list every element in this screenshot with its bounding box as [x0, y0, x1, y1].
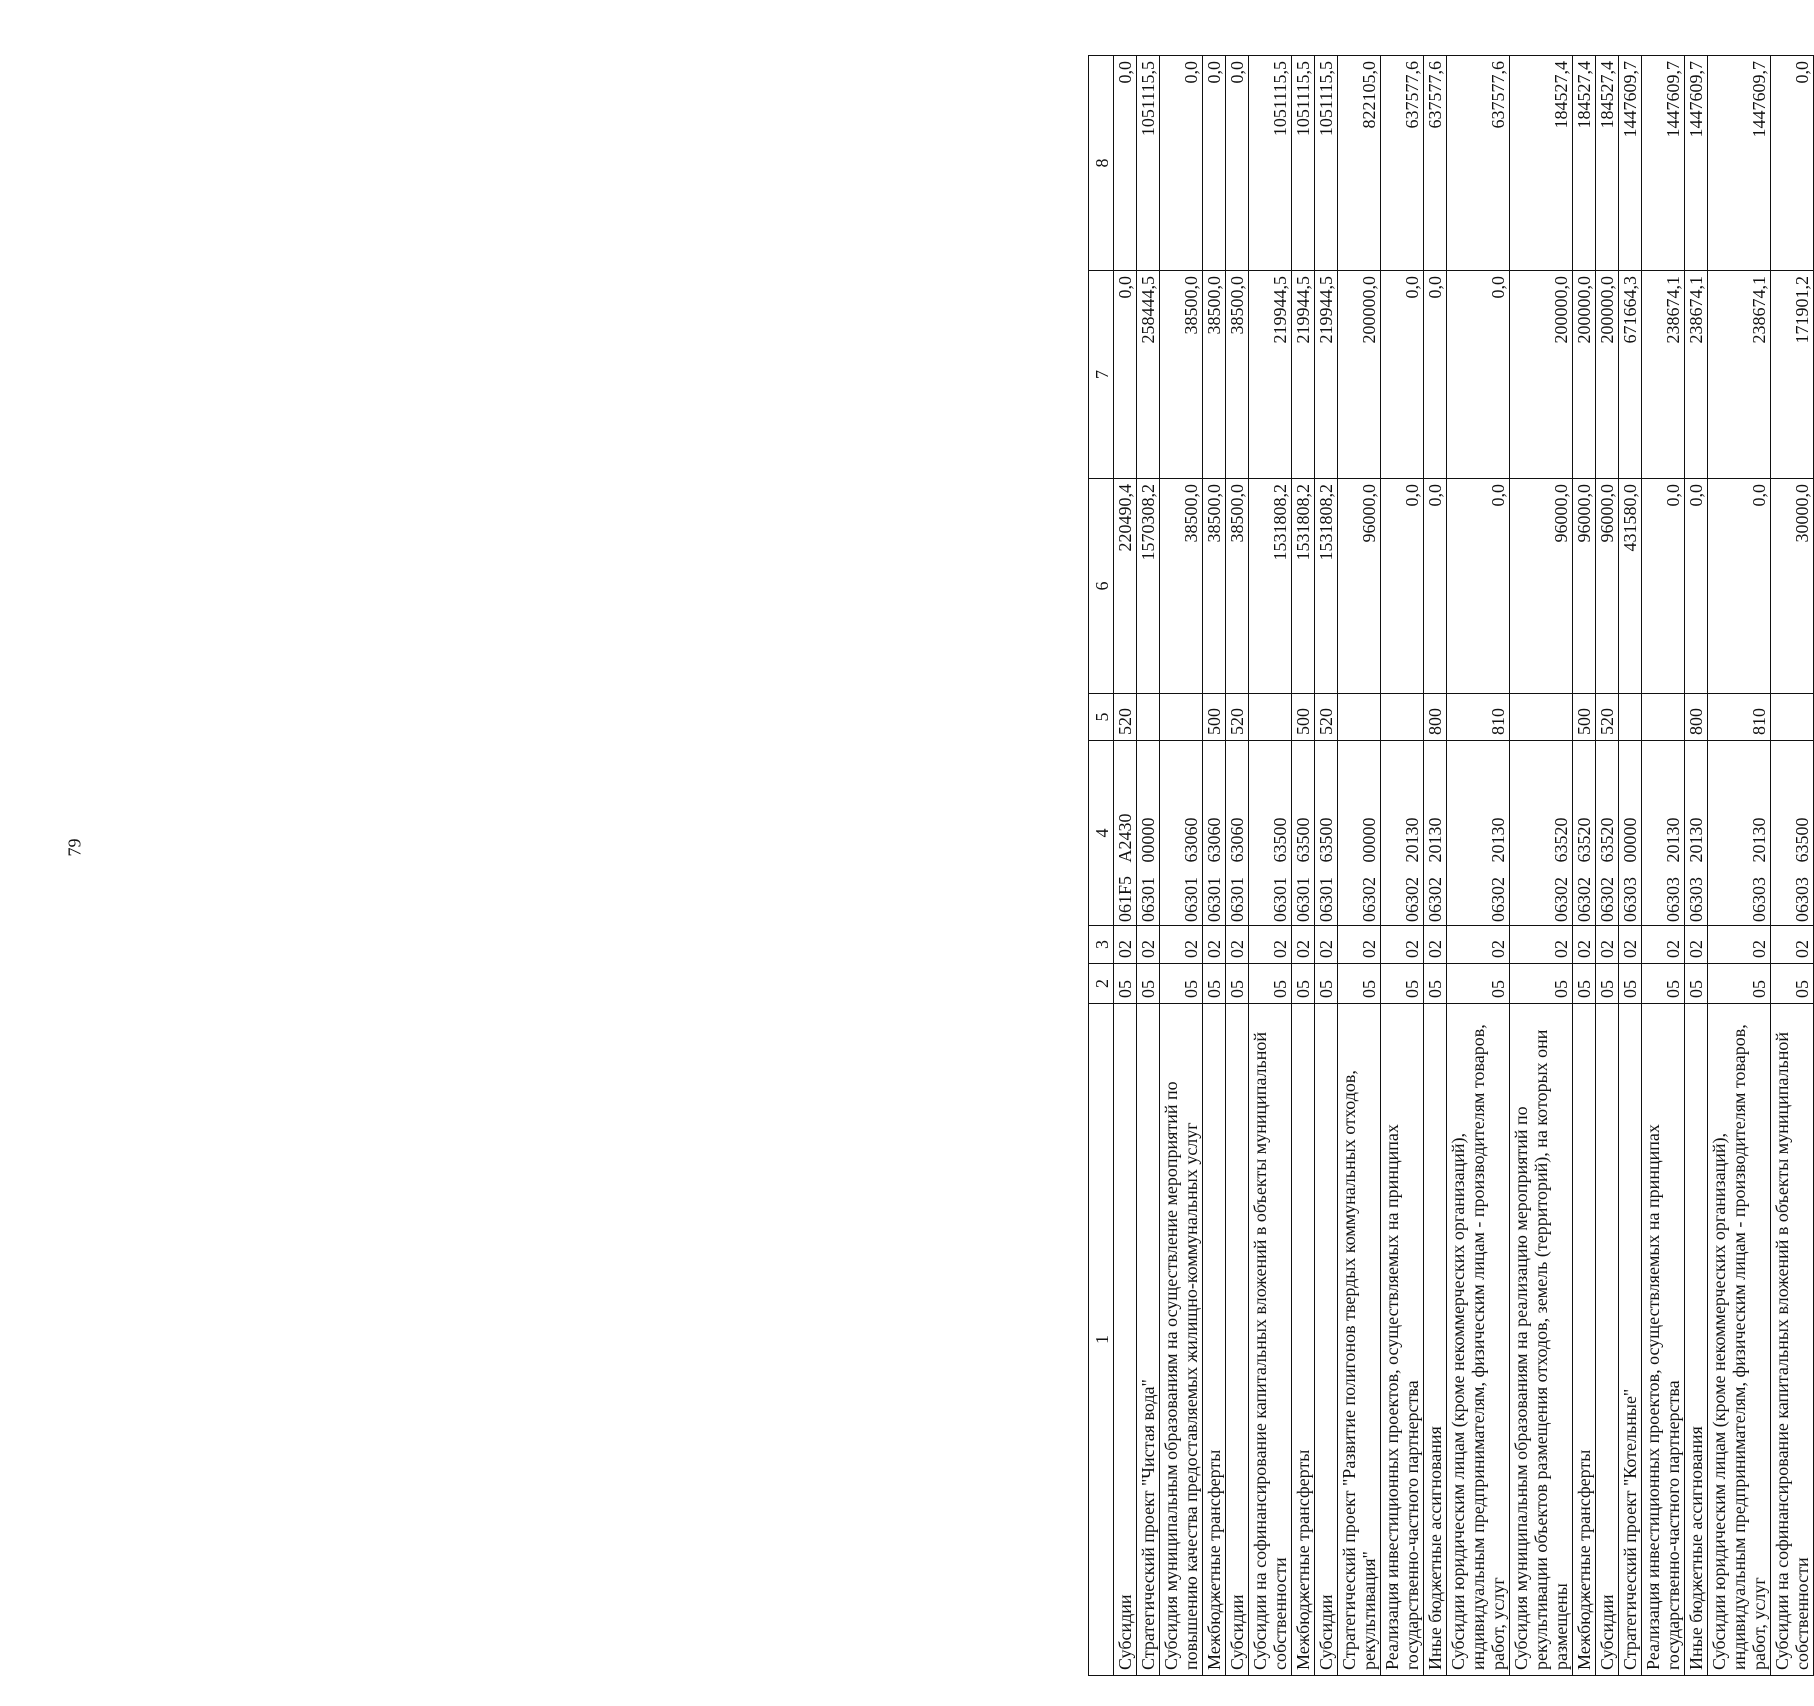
table-row: [1249, 56, 1292, 1676]
expense-type-cell: 520: [1315, 694, 1338, 741]
amount-col6-cell: 38500,0: [1203, 479, 1226, 694]
amount-col6-cell: 1531808,2: [1249, 479, 1292, 694]
expense-type-cell: 800: [1424, 694, 1447, 741]
amount-col6-cell: 0,0: [1685, 479, 1708, 694]
column-header-5: 5: [1089, 694, 1114, 741]
subsection-code-cell: 02: [1137, 926, 1160, 964]
target-article-cell: 06301 63060: [1160, 741, 1203, 926]
expense-type-cell: [1619, 694, 1642, 741]
table-row: [1114, 56, 1137, 1676]
section-code-cell: 05: [1771, 964, 1814, 1004]
amount-col7-cell: 238674,1: [1642, 271, 1685, 479]
table-row: [1226, 56, 1249, 1676]
column-header-8: 8: [1089, 56, 1114, 271]
amount-col7-cell: 0,0: [1381, 271, 1424, 479]
section-code-cell: 05: [1642, 964, 1685, 1004]
table-row: [1685, 56, 1708, 1676]
expense-type-cell: [1642, 694, 1685, 741]
amount-col6-cell: 96000,0: [1338, 479, 1381, 694]
row-name-cell: Субсидии: [1315, 1004, 1338, 1676]
table-row: [1160, 56, 1203, 1676]
target-article-cell: 06303 20130: [1708, 741, 1771, 926]
subsection-code-cell: 02: [1619, 926, 1642, 964]
amount-col6-cell: 0,0: [1642, 479, 1685, 694]
amount-col8-cell: 0,0: [1114, 56, 1137, 271]
target-article-cell: 06301 63500: [1249, 741, 1292, 926]
table-header: [1089, 56, 1114, 1676]
amount-col8-cell: 1051115,5: [1292, 56, 1315, 271]
section-code-cell: 05: [1596, 964, 1619, 1004]
table-row: [1596, 56, 1619, 1676]
amount-col7-cell: 200000,0: [1573, 271, 1596, 479]
expense-type-cell: 500: [1203, 694, 1226, 741]
subsection-code-cell: 02: [1685, 926, 1708, 964]
row-name-cell: Субсидии: [1596, 1004, 1619, 1676]
amount-col8-cell: 0,0: [1203, 56, 1226, 271]
row-name-cell: Субсидии юридическим лицам (кроме некоммерческих организаций), индивидуальным предпринимателям, физическим лицам - производителям товаров, работ, услуг: [1708, 1004, 1771, 1676]
amount-col6-cell: 1531808,2: [1315, 479, 1338, 694]
amount-col7-cell: 200000,0: [1596, 271, 1619, 479]
expense-type-cell: 520: [1114, 694, 1137, 741]
amount-col7-cell: 0,0: [1447, 271, 1510, 479]
expense-type-cell: [1338, 694, 1381, 741]
table-row: [1708, 56, 1771, 1676]
amount-col7-cell: 171901,2: [1771, 271, 1814, 479]
expense-type-cell: 810: [1708, 694, 1771, 741]
amount-col7-cell: 258444,5: [1137, 271, 1160, 479]
subsection-code-cell: 02: [1203, 926, 1226, 964]
amount-col7-cell: 219944,5: [1315, 271, 1338, 479]
target-article-cell: 06302 00000: [1338, 741, 1381, 926]
row-name-cell: Субсидии на софинансирование капитальных вложений в объекты муниципальной собственности: [1771, 1004, 1814, 1676]
amount-col8-cell: 1051115,5: [1315, 56, 1338, 271]
table-row: [1381, 56, 1424, 1676]
table-row: [1292, 56, 1315, 1676]
target-article-cell: 06303 20130: [1642, 741, 1685, 926]
target-article-cell: 06303 20130: [1685, 741, 1708, 926]
amount-col8-cell: 637577,6: [1424, 56, 1447, 271]
expense-type-cell: [1381, 694, 1424, 741]
subsection-code-cell: 02: [1114, 926, 1137, 964]
amount-col6-cell: 0,0: [1381, 479, 1424, 694]
table-row: [1573, 56, 1596, 1676]
section-code-cell: 05: [1619, 964, 1642, 1004]
column-header-1: 1: [1089, 1004, 1114, 1676]
amount-col7-cell: 0,0: [1424, 271, 1447, 479]
amount-col8-cell: 0,0: [1771, 56, 1814, 271]
target-article-cell: 06301 63500: [1292, 741, 1315, 926]
amount-col7-cell: 0,0: [1114, 271, 1137, 479]
amount-col6-cell: 0,0: [1424, 479, 1447, 694]
section-code-cell: 05: [1203, 964, 1226, 1004]
table-row: [1447, 56, 1510, 1676]
subsection-code-cell: 02: [1292, 926, 1315, 964]
target-article-cell: 06302 20130: [1447, 741, 1510, 926]
amount-col6-cell: 96000,0: [1510, 479, 1573, 694]
amount-col8-cell: 637577,6: [1381, 56, 1424, 271]
expense-type-cell: 500: [1573, 694, 1596, 741]
table-row: [1642, 56, 1685, 1676]
row-name-cell: Субсидия муниципальным образованиям на реализацию мероприятий по рекультивации объектов размещения отходов, земель (территорий), на которых они размещены: [1510, 1004, 1573, 1676]
amount-col7-cell: 238674,1: [1708, 271, 1771, 479]
amount-col8-cell: 1447609,7: [1708, 56, 1771, 271]
expense-type-cell: [1771, 694, 1814, 741]
amount-col6-cell: 96000,0: [1596, 479, 1619, 694]
section-code-cell: 05: [1708, 964, 1771, 1004]
row-name-cell: Реализация инвестиционных проектов, осуществляемых на принципах государственно-частного партнерства: [1642, 1004, 1685, 1676]
target-article-cell: 06301 63060: [1203, 741, 1226, 926]
row-name-cell: Межбюджетные трансферты: [1573, 1004, 1596, 1676]
table-body: [1114, 56, 1814, 1676]
amount-col6-cell: 96000,0: [1573, 479, 1596, 694]
section-code-cell: 05: [1249, 964, 1292, 1004]
amount-col7-cell: 200000,0: [1338, 271, 1381, 479]
row-name-cell: Субсидии на софинансирование капитальных вложений в объекты муниципальной собственности: [1249, 1004, 1292, 1676]
target-article-cell: 06303 63500: [1771, 741, 1814, 926]
amount-col6-cell: 1531808,2: [1292, 479, 1315, 694]
row-name-cell: Субсидии: [1114, 1004, 1137, 1676]
table-row: [1315, 56, 1338, 1676]
subsection-code-cell: 02: [1338, 926, 1381, 964]
subsection-code-cell: 02: [1771, 926, 1814, 964]
target-article-cell: 06301 63500: [1315, 741, 1338, 926]
subsection-code-cell: 02: [1642, 926, 1685, 964]
amount-col8-cell: 1051115,5: [1249, 56, 1292, 271]
row-name-cell: Межбюджетные трансферты: [1292, 1004, 1315, 1676]
header-row: [1089, 56, 1114, 1676]
amount-col6-cell: 1570308,2: [1137, 479, 1160, 694]
subsection-code-cell: 02: [1315, 926, 1338, 964]
table-row: [1137, 56, 1160, 1676]
section-code-cell: 05: [1685, 964, 1708, 1004]
amount-col8-cell: 0,0: [1226, 56, 1249, 271]
target-article-cell: 06302 63520: [1510, 741, 1573, 926]
expense-type-cell: [1249, 694, 1292, 741]
target-article-cell: 06302 20130: [1381, 741, 1424, 926]
table-row: [1510, 56, 1573, 1676]
target-article-cell: 061F5 A2430: [1114, 741, 1137, 926]
subsection-code-cell: 02: [1249, 926, 1292, 964]
column-header-7: 7: [1089, 271, 1114, 479]
section-code-cell: 05: [1447, 964, 1510, 1004]
amount-col7-cell: 200000,0: [1510, 271, 1573, 479]
amount-col8-cell: 1447609,7: [1642, 56, 1685, 271]
amount-col8-cell: 0,0: [1160, 56, 1203, 271]
amount-col6-cell: 431580,0: [1619, 479, 1642, 694]
amount-col8-cell: 184527,4: [1596, 56, 1619, 271]
expense-type-cell: [1160, 694, 1203, 741]
amount-col6-cell: 0,0: [1447, 479, 1510, 694]
amount-col8-cell: 1447609,7: [1619, 56, 1642, 271]
section-code-cell: 05: [1381, 964, 1424, 1004]
row-name-cell: Иные бюджетные ассигнования: [1424, 1004, 1447, 1676]
rotated-table-container: [1088, 56, 1814, 1676]
row-name-cell: Стратегический проект "Чистая вода": [1137, 1004, 1160, 1676]
subsection-code-cell: 02: [1573, 926, 1596, 964]
row-name-cell: Субсидия муниципальным образованиям на осуществление мероприятий по повышению качества предоставляемых жилищно-коммунальных услуг: [1160, 1004, 1203, 1676]
amount-col8-cell: 637577,6: [1447, 56, 1510, 271]
amount-col8-cell: 822105,0: [1338, 56, 1381, 271]
row-name-cell: Реализация инвестиционных проектов, осуществляемых на принципах государственно-частного партнерства: [1381, 1004, 1424, 1676]
table-row: [1771, 56, 1814, 1676]
target-article-cell: 06302 63520: [1596, 741, 1619, 926]
section-code-cell: 05: [1424, 964, 1447, 1004]
amount-col7-cell: 219944,5: [1292, 271, 1315, 479]
table-row: [1619, 56, 1642, 1676]
row-name-cell: Иные бюджетные ассигнования: [1685, 1004, 1708, 1676]
amount-col7-cell: 38500,0: [1226, 271, 1249, 479]
target-article-cell: 06302 20130: [1424, 741, 1447, 926]
amount-col8-cell: 1447609,7: [1685, 56, 1708, 271]
expense-type-cell: 520: [1596, 694, 1619, 741]
amount-col7-cell: 671664,3: [1619, 271, 1642, 479]
expense-type-cell: 800: [1685, 694, 1708, 741]
expense-type-cell: [1510, 694, 1573, 741]
section-code-cell: 05: [1137, 964, 1160, 1004]
expense-type-cell: 520: [1226, 694, 1249, 741]
subsection-code-cell: 02: [1596, 926, 1619, 964]
target-article-cell: 06301 00000: [1137, 741, 1160, 926]
table-row: [1424, 56, 1447, 1676]
section-code-cell: 05: [1338, 964, 1381, 1004]
subsection-code-cell: 02: [1447, 926, 1510, 964]
section-code-cell: 05: [1292, 964, 1315, 1004]
amount-col7-cell: 219944,5: [1249, 271, 1292, 479]
page-number: 79: [64, 838, 85, 857]
row-name-cell: Субсидии: [1226, 1004, 1249, 1676]
amount-col6-cell: 220490,4: [1114, 479, 1137, 694]
table-row: [1203, 56, 1226, 1676]
subsection-code-cell: 02: [1381, 926, 1424, 964]
column-header-4: 4: [1089, 741, 1114, 926]
section-code-cell: 05: [1160, 964, 1203, 1004]
row-name-cell: Стратегический проект "Развитие полигонов твердых коммунальных отходов, рекультивация": [1338, 1004, 1381, 1676]
amount-col6-cell: 30000,0: [1771, 479, 1814, 694]
expense-type-cell: 500: [1292, 694, 1315, 741]
table-row: [1338, 56, 1381, 1676]
target-article-cell: 06301 63060: [1226, 741, 1249, 926]
row-name-cell: Стратегический проект "Котельные": [1619, 1004, 1642, 1676]
amount-col6-cell: 0,0: [1708, 479, 1771, 694]
amount-col8-cell: 1051115,5: [1137, 56, 1160, 271]
amount-col6-cell: 38500,0: [1226, 479, 1249, 694]
subsection-code-cell: 02: [1226, 926, 1249, 964]
column-header-3: 3: [1089, 926, 1114, 964]
section-code-cell: 05: [1114, 964, 1137, 1004]
amount-col7-cell: 38500,0: [1160, 271, 1203, 479]
target-article-cell: 06302 63520: [1573, 741, 1596, 926]
amount-col8-cell: 184527,4: [1510, 56, 1573, 271]
row-name-cell: Субсидии юридическим лицам (кроме некоммерческих организаций), индивидуальным предпринимателям, физическим лицам - производителям товаров, работ, услуг: [1447, 1004, 1510, 1676]
budget-table: [1088, 55, 1814, 1676]
amount-col6-cell: 38500,0: [1160, 479, 1203, 694]
row-name-cell: Межбюджетные трансферты: [1203, 1004, 1226, 1676]
expense-type-cell: 810: [1447, 694, 1510, 741]
section-code-cell: 05: [1510, 964, 1573, 1004]
amount-col8-cell: 184527,4: [1573, 56, 1596, 271]
amount-col7-cell: 38500,0: [1203, 271, 1226, 479]
subsection-code-cell: 02: [1510, 926, 1573, 964]
column-header-2: 2: [1089, 964, 1114, 1004]
column-header-6: 6: [1089, 479, 1114, 694]
amount-col7-cell: 238674,1: [1685, 271, 1708, 479]
target-article-cell: 06303 00000: [1619, 741, 1642, 926]
subsection-code-cell: 02: [1708, 926, 1771, 964]
section-code-cell: 05: [1315, 964, 1338, 1004]
section-code-cell: 05: [1226, 964, 1249, 1004]
expense-type-cell: [1137, 694, 1160, 741]
subsection-code-cell: 02: [1424, 926, 1447, 964]
section-code-cell: 05: [1573, 964, 1596, 1004]
subsection-code-cell: 02: [1160, 926, 1203, 964]
